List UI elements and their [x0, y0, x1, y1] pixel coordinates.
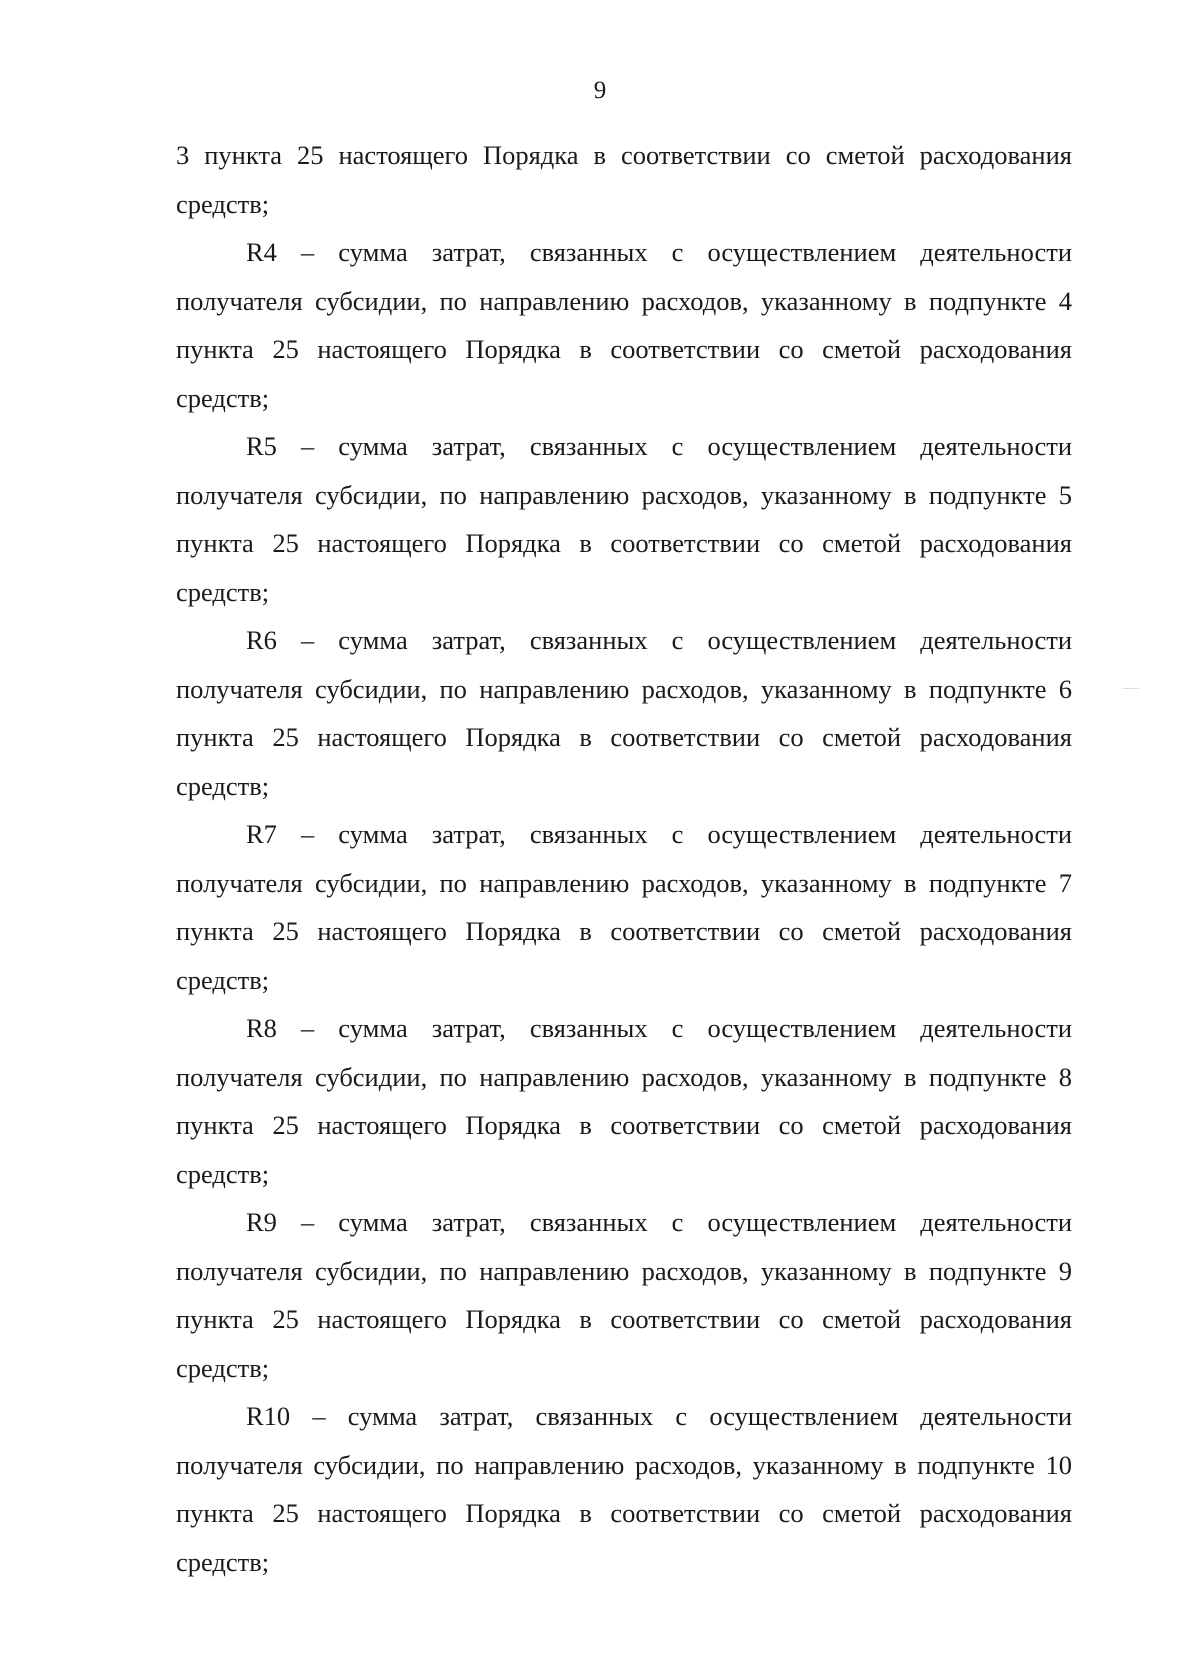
paragraph-r5: R5 – сумма затрат, связанных с осуществлением деятельности получателя субсидии, по направлению расходов, указанному в подпункте 5 пункта 25 настоящего Порядка в соответствии со сметой расходования средств;: [176, 431, 1072, 607]
paragraph-continuation: 3 пункта 25 настоящего Порядка в соответствии со сметой расходования средств;: [176, 140, 1072, 219]
scan-artifact: [1123, 688, 1139, 689]
paragraph-r8: R8 – сумма затрат, связанных с осуществлением деятельности получателя субсидии, по направлению расходов, указанному в подпункте 8 пункта 25 настоящего Порядка в соответствии со сметой расходования средств;: [176, 1013, 1072, 1189]
paragraph-r7: R7 – сумма затрат, связанных с осуществлением деятельности получателя субсидии, по направлению расходов, указанному в подпункте 7 пункта 25 настоящего Порядка в соответствии со сметой расходования средств;: [176, 819, 1072, 995]
paragraph-r10: R10 – сумма затрат, связанных с осуществлением деятельности получателя субсидии, по направлению расходов, указанному в подпункте 10 пункта 25 настоящего Порядка в соответствии со сметой расходования средств;: [176, 1401, 1072, 1577]
paragraph-r9: R9 – сумма затрат, связанных с осуществлением деятельности получателя субсидии, по направлению расходов, указанному в подпункте 9 пункта 25 настоящего Порядка в соответствии со сметой расходования средств;: [176, 1207, 1072, 1383]
paragraph-r4: R4 – сумма затрат, связанных с осуществлением деятельности получателя субсидии, по направлению расходов, указанному в подпункте 4 пункта 25 настоящего Порядка в соответствии со сметой расходования средств;: [176, 237, 1072, 413]
page-number: 9: [593, 77, 607, 104]
paragraph-r6: R6 – сумма затрат, связанных с осуществлением деятельности получателя субсидии, по направлению расходов, указанному в подпункте 6 пункта 25 настоящего Порядка в соответствии со сметой расходования средств;: [176, 625, 1072, 801]
document-body: [176, 131, 1072, 1586]
